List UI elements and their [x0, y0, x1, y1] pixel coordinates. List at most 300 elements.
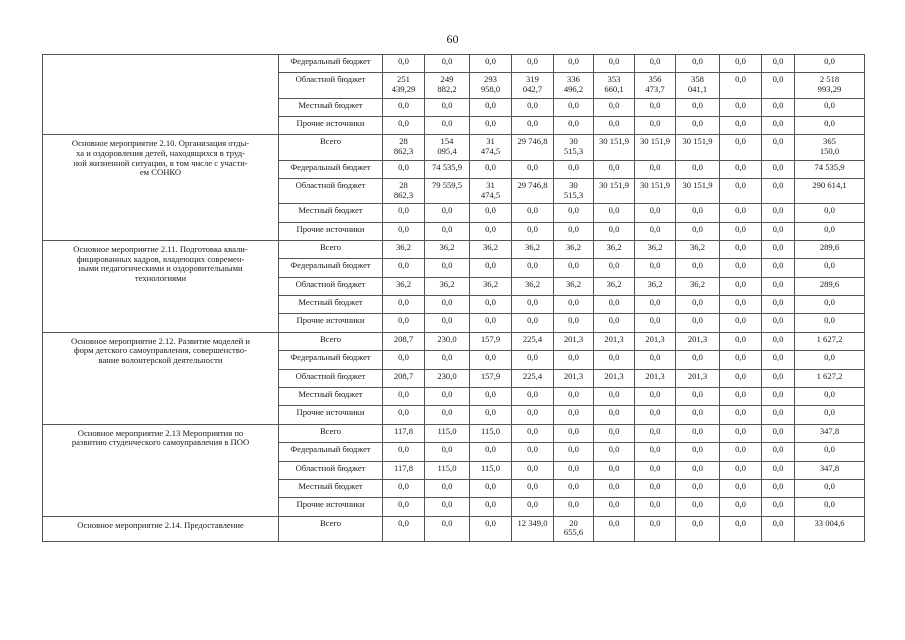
total-cell: 0,0: [795, 296, 865, 314]
value-cell: 0,0: [383, 443, 425, 461]
value-cell: 30 151,9: [635, 178, 676, 203]
total-cell: 0,0: [795, 259, 865, 277]
total-cell: 0,0: [795, 443, 865, 461]
value-cell: 0,0: [676, 406, 720, 424]
value-cell: 0,0: [470, 498, 512, 516]
funding-source-cell: Всего: [279, 516, 383, 541]
measure-cell: Основное мероприятие 2.14. Предоставление: [43, 516, 279, 541]
value-cell: 0,0: [470, 516, 512, 541]
table-row: [43, 516, 865, 541]
value-cell: 30 151,9: [676, 178, 720, 203]
value-cell: 225,4: [512, 369, 554, 387]
value-cell: 29 746,8: [512, 135, 554, 160]
value-cell: 0,0: [676, 443, 720, 461]
value-cell: 0,0: [676, 222, 720, 240]
value-cell: 0,0: [554, 55, 594, 73]
value-cell: 0,0: [720, 55, 762, 73]
value-cell: 0,0: [425, 443, 470, 461]
value-cell: 0,0: [676, 55, 720, 73]
value-cell: 251 439,29: [383, 73, 425, 98]
value-cell: 36,2: [676, 240, 720, 258]
value-cell: 0,0: [635, 498, 676, 516]
value-cell: 0,0: [720, 259, 762, 277]
total-cell: 2 518 993,29: [795, 73, 865, 98]
value-cell: 0,0: [720, 388, 762, 406]
value-cell: 0,0: [676, 296, 720, 314]
value-cell: 36,2: [383, 277, 425, 295]
value-cell: 201,3: [676, 369, 720, 387]
value-cell: 0,0: [554, 424, 594, 442]
value-cell: 36,2: [676, 277, 720, 295]
value-cell: 208,7: [383, 332, 425, 350]
value-cell: 0,0: [594, 160, 635, 178]
value-cell: 0,0: [676, 461, 720, 479]
total-cell: 347,8: [795, 424, 865, 442]
funding-source-cell: Прочие источники: [279, 498, 383, 516]
value-cell: 0,0: [470, 314, 512, 332]
value-cell: 0,0: [762, 332, 795, 350]
value-cell: 201,3: [554, 369, 594, 387]
page-number: 60: [446, 32, 459, 46]
value-cell: 0,0: [720, 98, 762, 116]
value-cell: 0,0: [635, 116, 676, 134]
value-cell: 0,0: [383, 55, 425, 73]
funding-source-cell: Всего: [279, 424, 383, 442]
value-cell: 29 746,8: [512, 178, 554, 203]
table-row: [43, 424, 865, 442]
value-cell: 0,0: [383, 388, 425, 406]
value-cell: 0,0: [762, 277, 795, 295]
value-cell: 0,0: [762, 443, 795, 461]
funding-source-cell: Прочие источники: [279, 406, 383, 424]
value-cell: 0,0: [512, 259, 554, 277]
value-cell: 0,0: [470, 222, 512, 240]
value-cell: 0,0: [762, 388, 795, 406]
value-cell: 0,0: [676, 424, 720, 442]
funding-source-cell: Местный бюджет: [279, 388, 383, 406]
budget-table-body: [43, 55, 865, 542]
total-cell: 1 627,2: [795, 332, 865, 350]
value-cell: 230,0: [425, 369, 470, 387]
value-cell: 36,2: [383, 240, 425, 258]
value-cell: 293 958,0: [470, 73, 512, 98]
value-cell: 0,0: [762, 135, 795, 160]
value-cell: 0,0: [720, 277, 762, 295]
value-cell: 0,0: [762, 55, 795, 73]
value-cell: 0,0: [512, 98, 554, 116]
value-cell: 0,0: [425, 516, 470, 541]
total-cell: 0,0: [795, 116, 865, 134]
total-cell: 347,8: [795, 461, 865, 479]
value-cell: 0,0: [720, 296, 762, 314]
value-cell: 0,0: [635, 406, 676, 424]
total-cell: 0,0: [795, 388, 865, 406]
value-cell: 0,0: [762, 240, 795, 258]
value-cell: 0,0: [762, 314, 795, 332]
value-cell: 12 349,0: [512, 516, 554, 541]
value-cell: 0,0: [383, 259, 425, 277]
value-cell: 0,0: [383, 479, 425, 497]
value-cell: 31 474,5: [470, 178, 512, 203]
value-cell: 0,0: [720, 160, 762, 178]
value-cell: 0,0: [383, 498, 425, 516]
measure-cell: Основное мероприятие 2.12. Развитие моделей и форм детского самоуправления, совершенство- вание волонтерской деятельности: [43, 332, 279, 424]
value-cell: 0,0: [635, 222, 676, 240]
funding-source-cell: Всего: [279, 135, 383, 160]
value-cell: 30 515,3: [554, 178, 594, 203]
value-cell: 336 496,2: [554, 73, 594, 98]
value-cell: 0,0: [425, 479, 470, 497]
value-cell: 0,0: [635, 461, 676, 479]
value-cell: 0,0: [512, 116, 554, 134]
budget-table: [42, 54, 865, 542]
funding-source-cell: Федеральный бюджет: [279, 443, 383, 461]
value-cell: 0,0: [383, 351, 425, 369]
total-cell: 0,0: [795, 479, 865, 497]
value-cell: 0,0: [512, 296, 554, 314]
value-cell: 0,0: [635, 259, 676, 277]
value-cell: 0,0: [635, 296, 676, 314]
value-cell: 358 041,1: [676, 73, 720, 98]
value-cell: 0,0: [594, 204, 635, 222]
total-cell: 0,0: [795, 55, 865, 73]
value-cell: 0,0: [594, 296, 635, 314]
value-cell: 30 151,9: [594, 135, 635, 160]
funding-source-cell: Федеральный бюджет: [279, 259, 383, 277]
value-cell: 0,0: [512, 55, 554, 73]
value-cell: 0,0: [425, 116, 470, 134]
value-cell: 36,2: [635, 277, 676, 295]
value-cell: 0,0: [720, 516, 762, 541]
total-cell: 1 627,2: [795, 369, 865, 387]
funding-source-cell: Местный бюджет: [279, 204, 383, 222]
funding-source-cell: Всего: [279, 240, 383, 258]
value-cell: 36,2: [470, 240, 512, 258]
total-cell: 0,0: [795, 406, 865, 424]
value-cell: 0,0: [470, 443, 512, 461]
value-cell: 0,0: [762, 204, 795, 222]
value-cell: 30 151,9: [635, 135, 676, 160]
value-cell: 36,2: [594, 277, 635, 295]
value-cell: 0,0: [470, 116, 512, 134]
funding-source-cell: Федеральный бюджет: [279, 55, 383, 73]
value-cell: 0,0: [554, 406, 594, 424]
measure-cell: Основное мероприятие 2.10. Организация отды- ха и оздоровления детей, находящихся в труд- ной жизненной ситуации, в том числе с участи- ем СОНКО: [43, 135, 279, 241]
value-cell: 0,0: [594, 406, 635, 424]
measure-cell: Основное мероприятие 2.11. Подготовка квали- фицированных кадров, владеющих современ- ными педагогическими и оздоровительными технологиями: [43, 240, 279, 332]
value-cell: 0,0: [762, 424, 795, 442]
value-cell: 0,0: [383, 516, 425, 541]
value-cell: 0,0: [425, 406, 470, 424]
value-cell: 0,0: [512, 424, 554, 442]
value-cell: 0,0: [383, 314, 425, 332]
funding-source-cell: Местный бюджет: [279, 98, 383, 116]
value-cell: 0,0: [594, 498, 635, 516]
value-cell: 36,2: [635, 240, 676, 258]
value-cell: 0,0: [425, 204, 470, 222]
value-cell: 0,0: [470, 259, 512, 277]
funding-source-cell: Областной бюджет: [279, 461, 383, 479]
value-cell: 0,0: [720, 222, 762, 240]
value-cell: 0,0: [635, 314, 676, 332]
value-cell: 0,0: [676, 388, 720, 406]
funding-source-cell: Прочие источники: [279, 116, 383, 134]
value-cell: 0,0: [594, 479, 635, 497]
total-cell: 0,0: [795, 498, 865, 516]
value-cell: 0,0: [635, 424, 676, 442]
value-cell: 0,0: [554, 461, 594, 479]
value-cell: 0,0: [425, 388, 470, 406]
total-cell: 74 535,9: [795, 160, 865, 178]
total-cell: 33 004,6: [795, 516, 865, 541]
value-cell: 353 660,1: [594, 73, 635, 98]
value-cell: 36,2: [594, 240, 635, 258]
value-cell: 0,0: [594, 55, 635, 73]
value-cell: 0,0: [720, 369, 762, 387]
value-cell: 117,8: [383, 424, 425, 442]
value-cell: 0,0: [425, 98, 470, 116]
value-cell: 0,0: [720, 73, 762, 98]
value-cell: 0,0: [762, 296, 795, 314]
value-cell: 0,0: [512, 204, 554, 222]
value-cell: 30 151,9: [676, 135, 720, 160]
value-cell: 0,0: [676, 98, 720, 116]
value-cell: 0,0: [594, 222, 635, 240]
total-cell: 0,0: [795, 351, 865, 369]
value-cell: 0,0: [635, 443, 676, 461]
value-cell: 36,2: [512, 240, 554, 258]
value-cell: 0,0: [425, 314, 470, 332]
value-cell: 0,0: [720, 332, 762, 350]
value-cell: 356 473,7: [635, 73, 676, 98]
value-cell: 225,4: [512, 332, 554, 350]
value-cell: 0,0: [512, 443, 554, 461]
value-cell: 0,0: [762, 351, 795, 369]
value-cell: 0,0: [425, 498, 470, 516]
value-cell: 115,0: [470, 424, 512, 442]
value-cell: 0,0: [720, 498, 762, 516]
value-cell: 0,0: [554, 498, 594, 516]
value-cell: 0,0: [676, 160, 720, 178]
value-cell: 0,0: [720, 178, 762, 203]
value-cell: 0,0: [383, 98, 425, 116]
funding-source-cell: Областной бюджет: [279, 369, 383, 387]
value-cell: 0,0: [594, 98, 635, 116]
value-cell: 0,0: [425, 222, 470, 240]
value-cell: 0,0: [425, 259, 470, 277]
value-cell: 0,0: [383, 296, 425, 314]
value-cell: 0,0: [635, 160, 676, 178]
value-cell: 0,0: [512, 314, 554, 332]
value-cell: 0,0: [676, 204, 720, 222]
value-cell: 201,3: [635, 369, 676, 387]
value-cell: 0,0: [635, 55, 676, 73]
funding-source-cell: Прочие источники: [279, 222, 383, 240]
value-cell: 157,9: [470, 332, 512, 350]
value-cell: 319 042,7: [512, 73, 554, 98]
total-cell: 290 614,1: [795, 178, 865, 203]
value-cell: 0,0: [720, 443, 762, 461]
value-cell: 0,0: [762, 259, 795, 277]
value-cell: 0,0: [554, 314, 594, 332]
value-cell: 230,0: [425, 332, 470, 350]
value-cell: 0,0: [676, 498, 720, 516]
value-cell: 0,0: [554, 222, 594, 240]
value-cell: 0,0: [720, 204, 762, 222]
value-cell: 0,0: [470, 479, 512, 497]
total-cell: 0,0: [795, 98, 865, 116]
value-cell: 0,0: [383, 204, 425, 222]
value-cell: 0,0: [762, 160, 795, 178]
value-cell: 0,0: [720, 116, 762, 134]
value-cell: 31 474,5: [470, 135, 512, 160]
value-cell: 0,0: [635, 516, 676, 541]
value-cell: 0,0: [383, 222, 425, 240]
value-cell: 0,0: [554, 259, 594, 277]
value-cell: 0,0: [720, 406, 762, 424]
total-cell: 0,0: [795, 222, 865, 240]
value-cell: 0,0: [470, 388, 512, 406]
measure-cell: Основное мероприятие 2.13 Мероприятия по развитию студенческого самоуправления в ПОО: [43, 424, 279, 516]
value-cell: 36,2: [470, 277, 512, 295]
value-cell: 0,0: [635, 479, 676, 497]
value-cell: 0,0: [720, 479, 762, 497]
value-cell: 0,0: [594, 461, 635, 479]
value-cell: 0,0: [762, 98, 795, 116]
value-cell: 154 095,4: [425, 135, 470, 160]
value-cell: 0,0: [676, 116, 720, 134]
total-cell: 289,6: [795, 240, 865, 258]
value-cell: 0,0: [512, 222, 554, 240]
total-cell: 289,6: [795, 277, 865, 295]
value-cell: 201,3: [554, 332, 594, 350]
value-cell: 0,0: [762, 479, 795, 497]
value-cell: 0,0: [470, 98, 512, 116]
value-cell: 28 862,3: [383, 135, 425, 160]
value-cell: 0,0: [676, 351, 720, 369]
value-cell: 157,9: [470, 369, 512, 387]
value-cell: 0,0: [594, 314, 635, 332]
value-cell: 0,0: [594, 424, 635, 442]
value-cell: 0,0: [676, 516, 720, 541]
value-cell: 0,0: [720, 240, 762, 258]
value-cell: 0,0: [554, 351, 594, 369]
value-cell: 249 882,2: [425, 73, 470, 98]
value-cell: 30 515,3: [554, 135, 594, 160]
value-cell: 0,0: [635, 351, 676, 369]
value-cell: 36,2: [512, 277, 554, 295]
total-cell: 0,0: [795, 204, 865, 222]
value-cell: 0,0: [635, 98, 676, 116]
value-cell: 201,3: [635, 332, 676, 350]
value-cell: 0,0: [676, 479, 720, 497]
value-cell: 0,0: [554, 296, 594, 314]
value-cell: 117,8: [383, 461, 425, 479]
value-cell: 0,0: [554, 479, 594, 497]
value-cell: 0,0: [594, 443, 635, 461]
funding-source-cell: Местный бюджет: [279, 479, 383, 497]
value-cell: 0,0: [594, 516, 635, 541]
funding-source-cell: Местный бюджет: [279, 296, 383, 314]
value-cell: 20 655,6: [554, 516, 594, 541]
value-cell: 0,0: [470, 55, 512, 73]
value-cell: 0,0: [720, 351, 762, 369]
value-cell: 0,0: [512, 160, 554, 178]
table-row: [43, 135, 865, 160]
value-cell: 36,2: [554, 240, 594, 258]
measure-cell: [43, 55, 279, 135]
value-cell: 0,0: [425, 55, 470, 73]
value-cell: 0,0: [554, 98, 594, 116]
value-cell: 0,0: [676, 314, 720, 332]
value-cell: 0,0: [470, 204, 512, 222]
funding-source-cell: Областной бюджет: [279, 73, 383, 98]
value-cell: 0,0: [383, 116, 425, 134]
total-cell: 365 150,0: [795, 135, 865, 160]
value-cell: 0,0: [383, 160, 425, 178]
value-cell: 0,0: [720, 135, 762, 160]
value-cell: 0,0: [512, 498, 554, 516]
value-cell: 0,0: [594, 259, 635, 277]
value-cell: 0,0: [512, 351, 554, 369]
value-cell: 0,0: [554, 160, 594, 178]
value-cell: 0,0: [554, 388, 594, 406]
value-cell: 36,2: [554, 277, 594, 295]
table-row: [43, 55, 865, 73]
value-cell: 208,7: [383, 369, 425, 387]
table-row: [43, 332, 865, 350]
value-cell: 0,0: [635, 388, 676, 406]
value-cell: 0,0: [512, 406, 554, 424]
value-cell: 0,0: [470, 160, 512, 178]
value-cell: 0,0: [594, 351, 635, 369]
value-cell: 115,0: [470, 461, 512, 479]
value-cell: 0,0: [512, 479, 554, 497]
value-cell: 0,0: [470, 351, 512, 369]
value-cell: 0,0: [470, 296, 512, 314]
value-cell: 115,0: [425, 424, 470, 442]
funding-source-cell: Федеральный бюджет: [279, 351, 383, 369]
value-cell: 0,0: [762, 369, 795, 387]
value-cell: 0,0: [762, 222, 795, 240]
value-cell: 0,0: [554, 443, 594, 461]
value-cell: 0,0: [762, 406, 795, 424]
value-cell: 0,0: [762, 178, 795, 203]
funding-source-cell: Всего: [279, 332, 383, 350]
value-cell: 0,0: [594, 388, 635, 406]
table-row: [43, 240, 865, 258]
funding-source-cell: Федеральный бюджет: [279, 160, 383, 178]
value-cell: 0,0: [554, 204, 594, 222]
value-cell: 0,0: [512, 461, 554, 479]
value-cell: 0,0: [762, 116, 795, 134]
value-cell: 0,0: [512, 388, 554, 406]
value-cell: 0,0: [720, 314, 762, 332]
value-cell: 0,0: [425, 351, 470, 369]
value-cell: 74 535,9: [425, 160, 470, 178]
value-cell: 0,0: [554, 116, 594, 134]
value-cell: 115,0: [425, 461, 470, 479]
value-cell: 0,0: [762, 73, 795, 98]
value-cell: 0,0: [383, 406, 425, 424]
value-cell: 79 559,5: [425, 178, 470, 203]
value-cell: 201,3: [676, 332, 720, 350]
value-cell: 36,2: [425, 277, 470, 295]
value-cell: 0,0: [635, 204, 676, 222]
funding-source-cell: Прочие источники: [279, 314, 383, 332]
value-cell: 0,0: [676, 259, 720, 277]
value-cell: 0,0: [762, 461, 795, 479]
